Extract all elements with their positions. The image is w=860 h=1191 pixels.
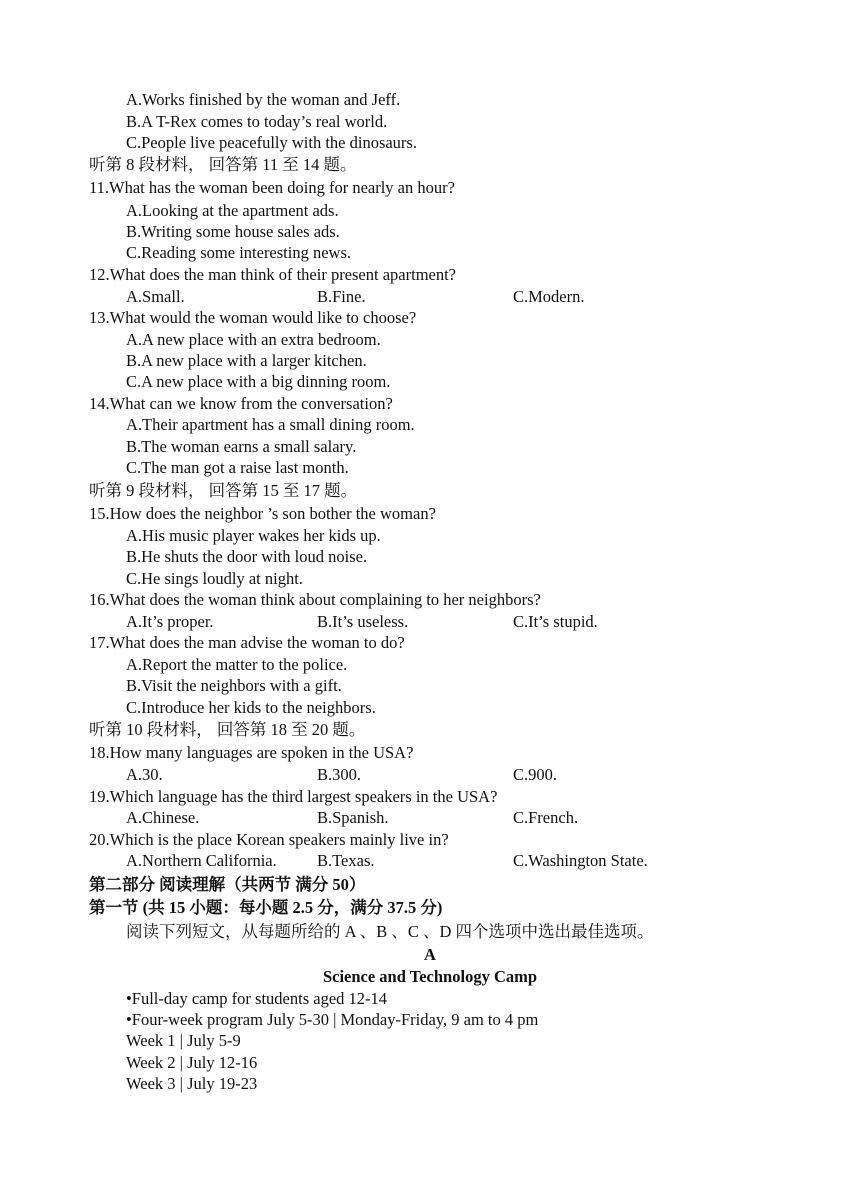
q15-option-b: B.He shuts the door with loud noise. <box>126 547 368 566</box>
q20-option-c: C.Washington State. <box>513 851 648 870</box>
q16-option-b: B.It’s useless. <box>317 612 409 631</box>
q18-option-c: C.900. <box>513 765 558 784</box>
question-15: 15.How does the neighbor ’s son bother the woman? <box>89 504 436 523</box>
q15-option-a: A.His music player wakes her kids up. <box>126 526 381 545</box>
option-a: A.Works finished by the woman and Jeff. <box>126 90 401 109</box>
q12-option-c: C.Modern. <box>513 287 585 306</box>
section-heading-8: 听第 8 段材料， 回答第 11 至 14 题。 <box>89 155 357 174</box>
camp-week-1: Week 1 | July 5-9 <box>126 1031 241 1050</box>
camp-week-3: Week 3 | July 19-23 <box>126 1074 258 1093</box>
q12-option-a: A.Small. <box>126 287 185 306</box>
option-b: B.A T-Rex comes to today’s real world. <box>126 112 388 131</box>
passage-letter: A <box>424 945 436 964</box>
question-16: 16.What does the woman think about complaining to her neighbors? <box>89 590 541 609</box>
q17-option-a: A.Report the matter to the police. <box>126 655 348 674</box>
q16-option-c: C.It’s stupid. <box>513 612 598 631</box>
option-c: C.People live peacefully with the dinosaurs. <box>126 133 417 152</box>
q11-option-a: A.Looking at the apartment ads. <box>126 201 339 220</box>
question-18: 18.How many languages are spoken in the USA? <box>89 743 414 762</box>
q12-option-b: B.Fine. <box>317 287 366 306</box>
q13-option-a: A.A new place with an extra bedroom. <box>126 330 381 349</box>
q20-option-b: B.Texas. <box>317 851 375 870</box>
q11-option-b: B.Writing some house sales ads. <box>126 222 340 241</box>
q19-option-a: A.Chinese. <box>126 808 200 827</box>
part-two-title: 第二部分 阅读理解（共两节 满分 50） <box>89 875 366 894</box>
q13-option-b: B.A new place with a larger kitchen. <box>126 351 367 370</box>
q17-option-c: C.Introduce her kids to the neighbors. <box>126 698 376 717</box>
q19-option-c: C.French. <box>513 808 579 827</box>
q11-option-c: C.Reading some interesting news. <box>126 243 352 262</box>
camp-week-2: Week 2 | July 12-16 <box>126 1053 258 1072</box>
q14-option-b: B.The woman earns a small salary. <box>126 437 357 456</box>
question-17: 17.What does the man advise the woman to do? <box>89 633 405 652</box>
camp-line-1: •Full-day camp for students aged 12-14 <box>126 989 388 1008</box>
q14-option-c: C.The man got a raise last month. <box>126 458 349 477</box>
q18-option-a: A.30. <box>126 765 163 784</box>
passage-title: Science and Technology Camp <box>322 967 538 986</box>
question-12: 12.What does the man think of their present apartment? <box>89 265 457 284</box>
q14-option-a: A.Their apartment has a small dining room. <box>126 415 415 434</box>
section-heading-9: 听第 9 段材料， 回答第 15 至 17 题。 <box>89 481 358 500</box>
q17-option-b: B.Visit the neighbors with a gift. <box>126 676 342 695</box>
q16-option-a: A.It’s proper. <box>126 612 214 631</box>
question-11: 11.What has the woman been doing for nearly an hour? <box>89 178 455 197</box>
q19-option-b: B.Spanish. <box>317 808 389 827</box>
camp-line-2: •Four-week program July 5-30 | Monday-Friday, 9 am to 4 pm <box>126 1010 539 1029</box>
question-14: 14.What can we know from the conversation? <box>89 394 393 413</box>
q15-option-c: C.He sings loudly at night. <box>126 569 303 588</box>
q20-option-a: A.Northern California. <box>126 851 277 870</box>
question-20: 20.Which is the place Korean speakers mainly live in? <box>89 830 449 849</box>
question-19: 19.Which language has the third largest speakers in the USA? <box>89 787 498 806</box>
question-13: 13.What would the woman would like to choose? <box>89 308 417 327</box>
section-one-title: 第一节 (共 15 小题：每小题 2.5 分，满分 37.5 分) <box>89 898 443 917</box>
section-heading-10: 听第 10 段材料， 回答第 18 至 20 题。 <box>89 720 366 739</box>
q18-option-b: B.300. <box>317 765 362 784</box>
q13-option-c: C.A new place with a big dinning room. <box>126 372 391 391</box>
reading-instruction: 阅读下列短文，从每题所给的 A 、B 、C 、D 四个选项中选出最佳选项。 <box>126 922 654 941</box>
